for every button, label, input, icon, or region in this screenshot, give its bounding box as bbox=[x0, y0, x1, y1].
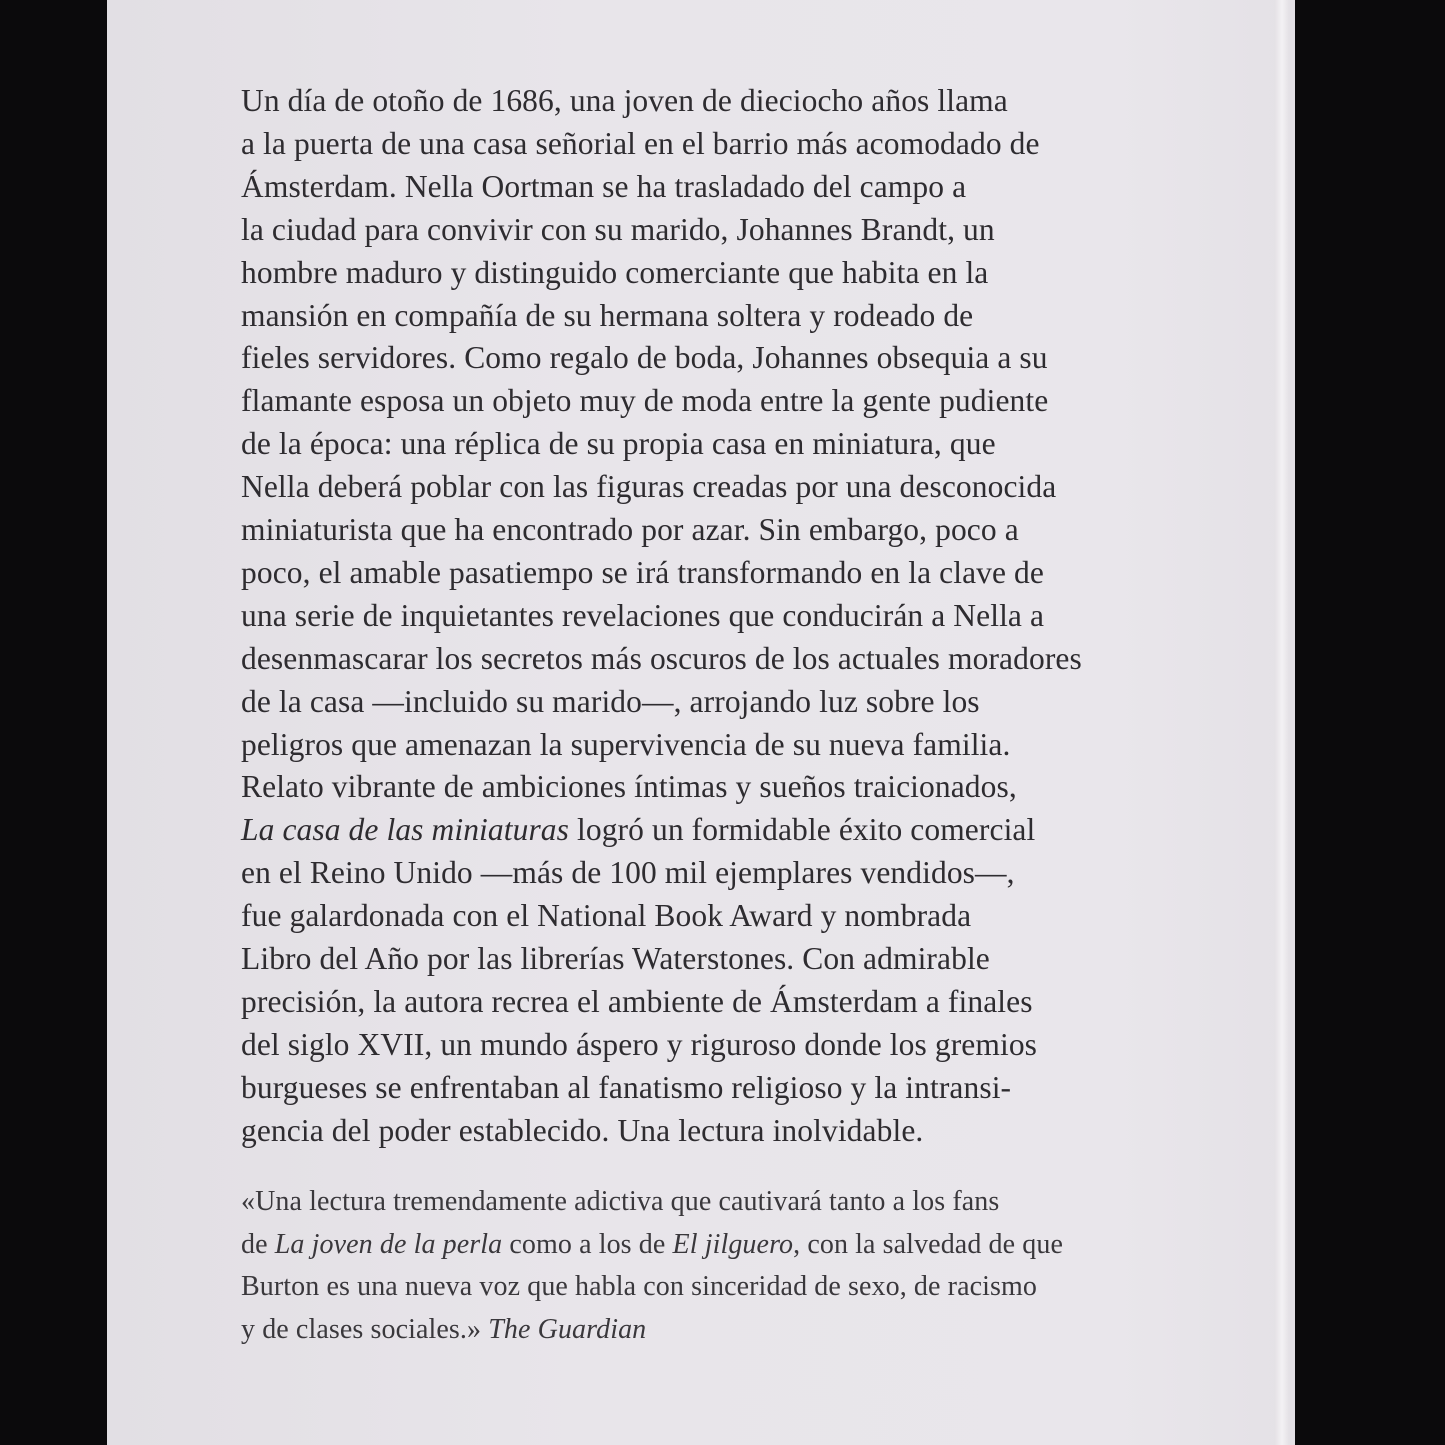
text-segment: Un día de otoño de 1686, una joven de dieciocho años llama bbox=[241, 83, 1008, 118]
synopsis-line bbox=[241, 1027, 1037, 1063]
text-segment: y de clases sociales.» bbox=[241, 1313, 489, 1345]
synopsis-line bbox=[241, 641, 1082, 677]
synopsis-line bbox=[241, 383, 1048, 419]
text-segment: a la puerta de una casa señorial en el barrio más acomodado de bbox=[241, 125, 1040, 161]
text-segment: Burton es una nueva voz que habla con sinceridad de sexo, de racismo bbox=[241, 1271, 1037, 1302]
text-segment: fue galardonada con el National Book Award y nombrada bbox=[241, 898, 972, 934]
quote-line bbox=[241, 1186, 999, 1218]
synopsis-line bbox=[241, 512, 1019, 548]
italic-title: The Guardian bbox=[488, 1313, 647, 1345]
synopsis-line bbox=[241, 1070, 1011, 1106]
synopsis-line bbox=[241, 426, 996, 462]
italic-title: La casa de las miniaturas bbox=[241, 812, 570, 848]
text-segment: , con la salvedad de que bbox=[793, 1228, 1063, 1260]
text-segment: Ámsterdam. Nella Oortman se ha trasladado del campo a bbox=[241, 168, 967, 204]
synopsis-line bbox=[241, 1113, 923, 1149]
text-segment: peligros que amenazan la supervivencia de su nueva familia. bbox=[241, 726, 1011, 762]
text-segment: en el Reino Unido —más de 100 mil ejemplares vendidos—, bbox=[241, 855, 1015, 891]
text-segment: precisión, la autora recrea el ambiente de Ámsterdam a finales bbox=[241, 983, 1033, 1019]
book-back-cover bbox=[107, 0, 1295, 1445]
synopsis-line bbox=[241, 126, 1040, 162]
text-segment: de la época: una réplica de su propia casa en miniatura, que bbox=[241, 426, 996, 462]
text-segment: del siglo XVII, un mundo áspero y riguroso donde los gremios bbox=[241, 1026, 1038, 1062]
synopsis-line bbox=[241, 255, 988, 291]
text-segment: de la casa —incluido su marido—, arrojando luz sobre los bbox=[241, 683, 980, 719]
synopsis-line bbox=[241, 298, 973, 334]
text-segment: desenmascarar los secretos más oscuros de los actuales moradores bbox=[241, 640, 1082, 676]
text-segment: Libro del Año por las librerías Waterstones. Con admirable bbox=[241, 941, 990, 976]
text-segment: de bbox=[241, 1228, 275, 1260]
synopsis-line bbox=[241, 598, 1044, 634]
synopsis-line bbox=[241, 984, 1033, 1020]
synopsis-line bbox=[241, 169, 966, 205]
synopsis-line bbox=[241, 340, 1048, 376]
text-segment: como a los de bbox=[502, 1228, 673, 1260]
synopsis-line bbox=[241, 769, 1017, 805]
synopsis-line bbox=[241, 83, 1008, 119]
synopsis-line bbox=[241, 212, 995, 248]
text-segment: poco, el amable pasatiempo se irá transformando en la clave de bbox=[241, 554, 1044, 590]
text-segment: la ciudad para convivir con su marido, Johannes Brandt, un bbox=[241, 211, 995, 247]
synopsis-line bbox=[241, 684, 980, 720]
italic-title: La joven de la perla bbox=[274, 1228, 503, 1260]
text-segment: hombre maduro y distinguido comerciante que habita en la bbox=[241, 254, 989, 290]
synopsis-line bbox=[241, 727, 1010, 763]
text-segment: Relato vibrante de ambiciones íntimas y sueños traicionados, bbox=[241, 769, 1017, 805]
quote-line bbox=[241, 1229, 1063, 1261]
text-segment: Nella deberá poblar con las figuras creadas por una desconocida bbox=[241, 469, 1057, 505]
synopsis-line bbox=[241, 469, 1056, 505]
text-segment: flamante esposa un objeto muy de moda entre la gente pudiente bbox=[241, 383, 1049, 419]
text-segment: mansión en compañía de su hermana soltera y rodeado de bbox=[241, 297, 974, 333]
text-segment: una serie de inquietantes revelaciones que conducirán a Nella a bbox=[241, 597, 1045, 633]
text-segment: logró un formidable éxito comercial bbox=[569, 812, 1036, 848]
text-segment: burgueses se enfrentaban al fanatismo religioso y la intransi- bbox=[241, 1069, 1012, 1105]
text-segment: «Una lectura tremendamente adictiva que cautivará tanto a los fans bbox=[241, 1186, 1000, 1217]
quote-line bbox=[241, 1314, 646, 1346]
text-segment: miniaturista que ha encontrado por azar. Sin embargo, poco a bbox=[241, 512, 1019, 547]
synopsis-line bbox=[241, 855, 1015, 891]
synopsis-line bbox=[241, 812, 1035, 848]
italic-title: El jilguero bbox=[672, 1228, 794, 1260]
text-segment: fieles servidores. Como regalo de boda, Johannes obsequia a su bbox=[241, 340, 1048, 376]
synopsis-line bbox=[241, 898, 971, 934]
synopsis-line bbox=[241, 555, 1044, 591]
text-segment: gencia del poder establecido. Una lectura inolvidable. bbox=[241, 1112, 924, 1148]
synopsis-line bbox=[241, 941, 990, 977]
quote-line bbox=[241, 1271, 1037, 1303]
